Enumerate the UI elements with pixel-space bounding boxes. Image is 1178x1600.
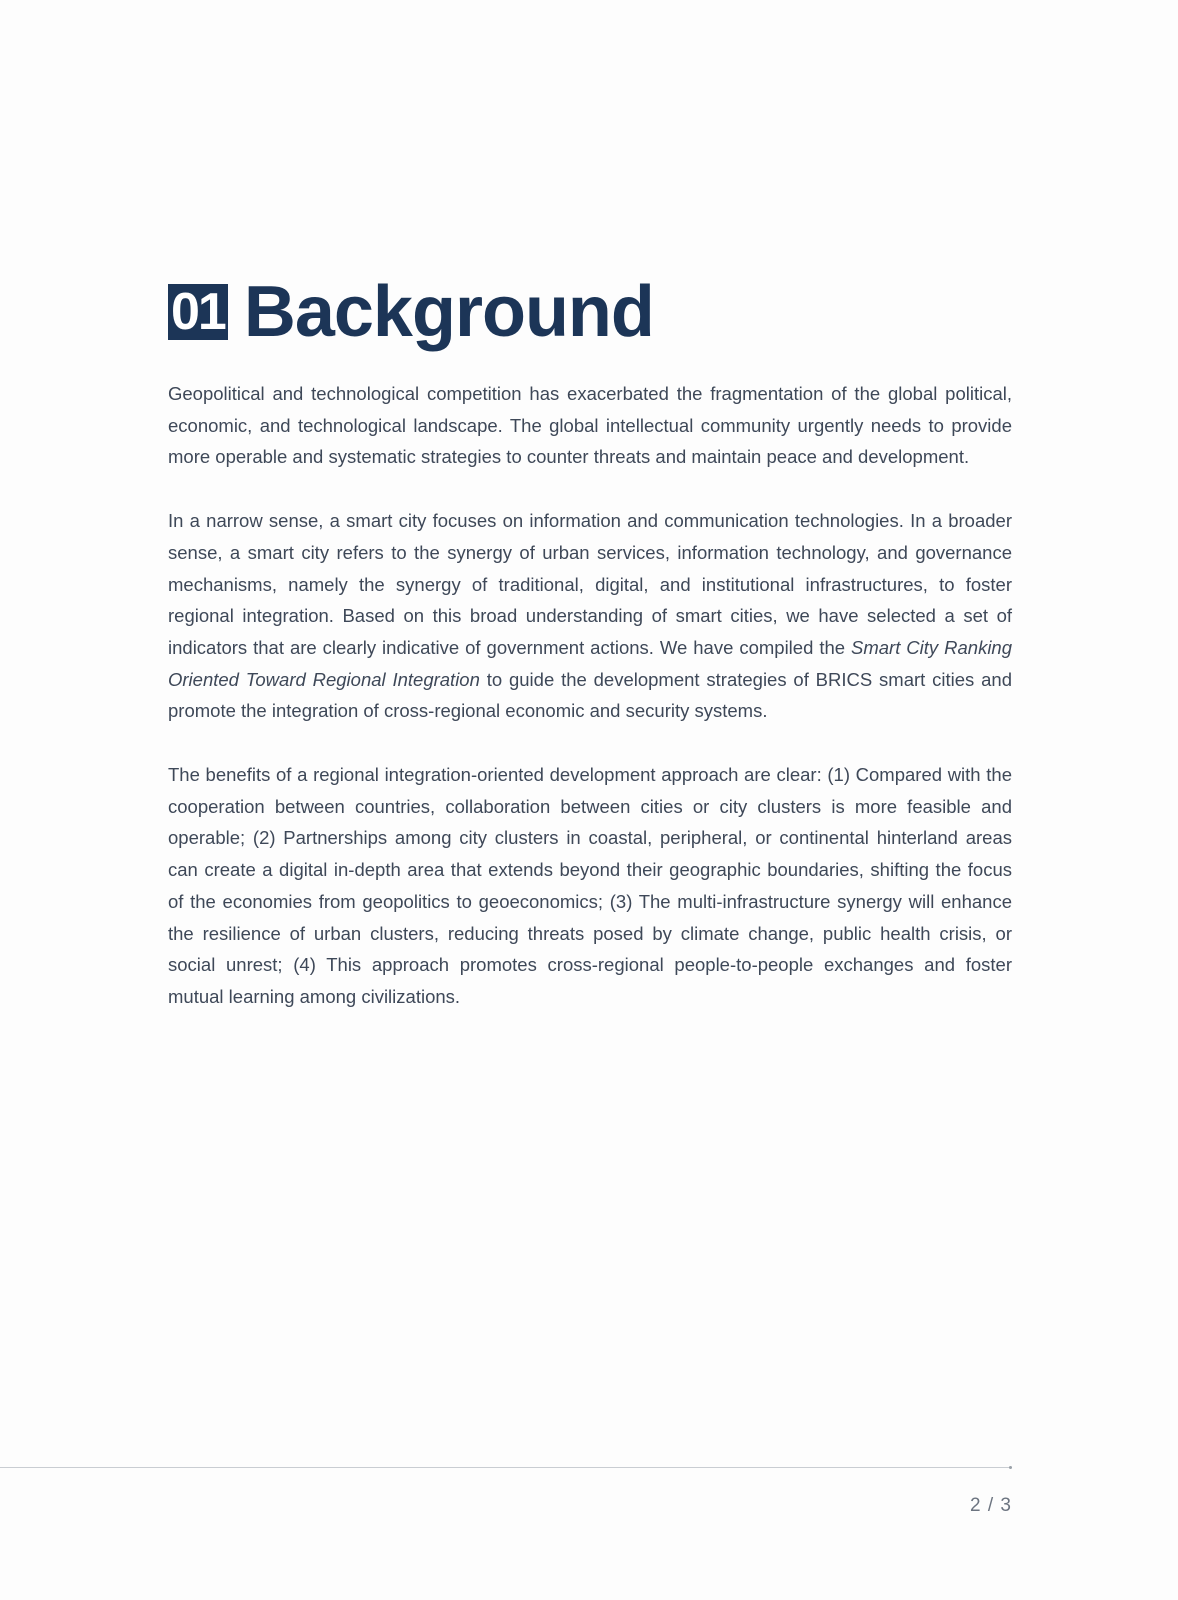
paragraph-2-text-start: In a narrow sense, a smart city focuses on information and communication technologies. In a broader sense, a smart city refers to the synergy of urban services, information technology, and governance mechanisms, namely the synergy of traditional, digital, and institutional infrastructures, to foster regional integration. Based on this broad understanding of smart cities, we have selected a set of indicators that are clearly indicative of government actions. We have compiled the <box>168 510 1012 658</box>
section-number-badge: 01 <box>168 284 228 340</box>
body-text <box>168 378 1012 1045</box>
page-number: 2 / 3 <box>970 1495 1012 1516</box>
paragraph-2 <box>168 505 1012 727</box>
section-heading <box>168 272 654 352</box>
section-title: Background <box>243 272 654 352</box>
paragraph-2-text-end: to guide the development strategies of BRICS smart cities and promote the integration of cross-regional economic and security systems. <box>168 668 1012 722</box>
footer-divider <box>0 1467 1012 1468</box>
paragraph-3: The benefits of a regional integration-oriented development approach are clear: (1) Compared with the cooperation between countries, collaboration between cities or city clusters is more feasible and operable; (2) Partnerships among city clusters in coastal, peripheral, or continental hinterland areas can create a digital in-depth area that extends beyond their geographic boundaries, shifting the focus of the economies from geopolitics to geoeconomics; (3) The multi-infrastructure synergy will enhance the resilience of urban clusters, reducing threats posed by climate change, public health crisis, or social unrest; (4) This approach promotes cross-regional people-to-people exchanges and foster mutual learning among civilizations. <box>168 764 1012 1007</box>
footer-divider-end-dot <box>1009 1466 1012 1469</box>
paragraph-1: Geopolitical and technological competition has exacerbated the fragmentation of the global political, economic, and technological landscape. The global intellectual community urgently needs to provide more operable and systematic strategies to counter threats and maintain peace and development. <box>168 383 1012 468</box>
report-title-italic: Smart City Ranking Oriented Toward Regional Integration <box>168 636 1013 690</box>
